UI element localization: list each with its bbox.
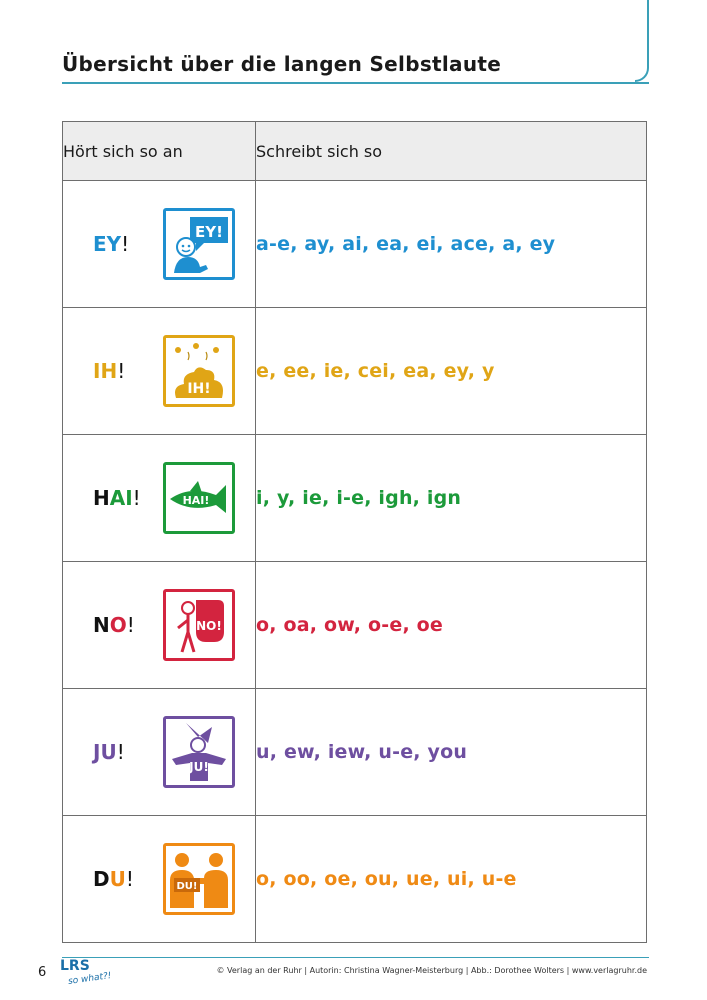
table-row — [63, 308, 647, 435]
ey-person-icon — [163, 208, 235, 280]
svg-text:DU!: DU! — [176, 881, 198, 892]
sound-label: IH! — [93, 359, 126, 383]
table-row — [63, 562, 647, 689]
sound-part: N — [93, 613, 110, 637]
col-header-sound: Hört sich so an — [63, 122, 256, 181]
table-row — [63, 816, 647, 943]
svg-text:NO!: NO! — [196, 619, 222, 633]
ih-poop-icon — [163, 335, 235, 407]
sound-label: DU! — [93, 867, 134, 891]
footer-credits: © Verlag an der Ruhr | Autorin: Christina Wagner-Meisterburg | Abb.: Dorothee Wolters | www.verlagruhr.de — [216, 966, 647, 975]
table-row — [63, 181, 647, 308]
page-frame-corner — [635, 0, 649, 82]
page-number: 6 — [38, 965, 47, 980]
table-row — [63, 689, 647, 816]
no-hand-icon — [163, 589, 235, 661]
publisher-logo-tagline: so what?! — [67, 971, 113, 987]
footer-rule — [62, 957, 649, 958]
sound-part: JU — [93, 740, 117, 764]
col-header-spelling: Schreibt sich so — [256, 122, 647, 181]
page-title: Übersicht über die langen Selbstlaute — [62, 52, 502, 76]
sound-part: D — [93, 867, 110, 891]
spelling-text: e, ee, ie, cei, ea, ey, y — [256, 308, 647, 435]
sound-part: IH — [93, 359, 118, 383]
sound-label: HAI! — [93, 486, 141, 510]
sound-part: AI — [109, 486, 133, 510]
table-row — [63, 435, 647, 562]
spelling-text: o, oo, oe, ou, ue, ui, u-e — [256, 816, 647, 943]
sound-label: EY! — [93, 232, 130, 256]
svg-text:JU!: JU! — [189, 760, 209, 774]
title-underline — [62, 82, 649, 84]
hai-shark-icon — [163, 462, 235, 534]
sound-part: U — [109, 867, 126, 891]
svg-text:EY!: EY! — [195, 223, 223, 241]
sound-part: EY — [93, 232, 122, 256]
spelling-text: i, y, ie, i-e, igh, ign — [256, 435, 647, 562]
table-header-row — [63, 122, 647, 181]
publisher-logo: LRS — [60, 958, 90, 974]
svg-text:IH!: IH! — [187, 381, 211, 397]
spelling-text: u, ew, iew, u-e, you — [256, 689, 647, 816]
ju-jester-icon — [163, 716, 235, 788]
sound-part: O — [109, 613, 127, 637]
sound-part: H — [93, 486, 110, 510]
sound-label: JU! — [93, 740, 125, 764]
sound-label: NO! — [93, 613, 135, 637]
spelling-text: a-e, ay, ai, ea, ei, ace, a, ey — [256, 181, 647, 308]
vowel-table — [62, 121, 647, 943]
du-pointing-icon — [163, 843, 235, 915]
svg-text:HAI!: HAI! — [182, 494, 210, 507]
spelling-text: o, oa, ow, o-e, oe — [256, 562, 647, 689]
